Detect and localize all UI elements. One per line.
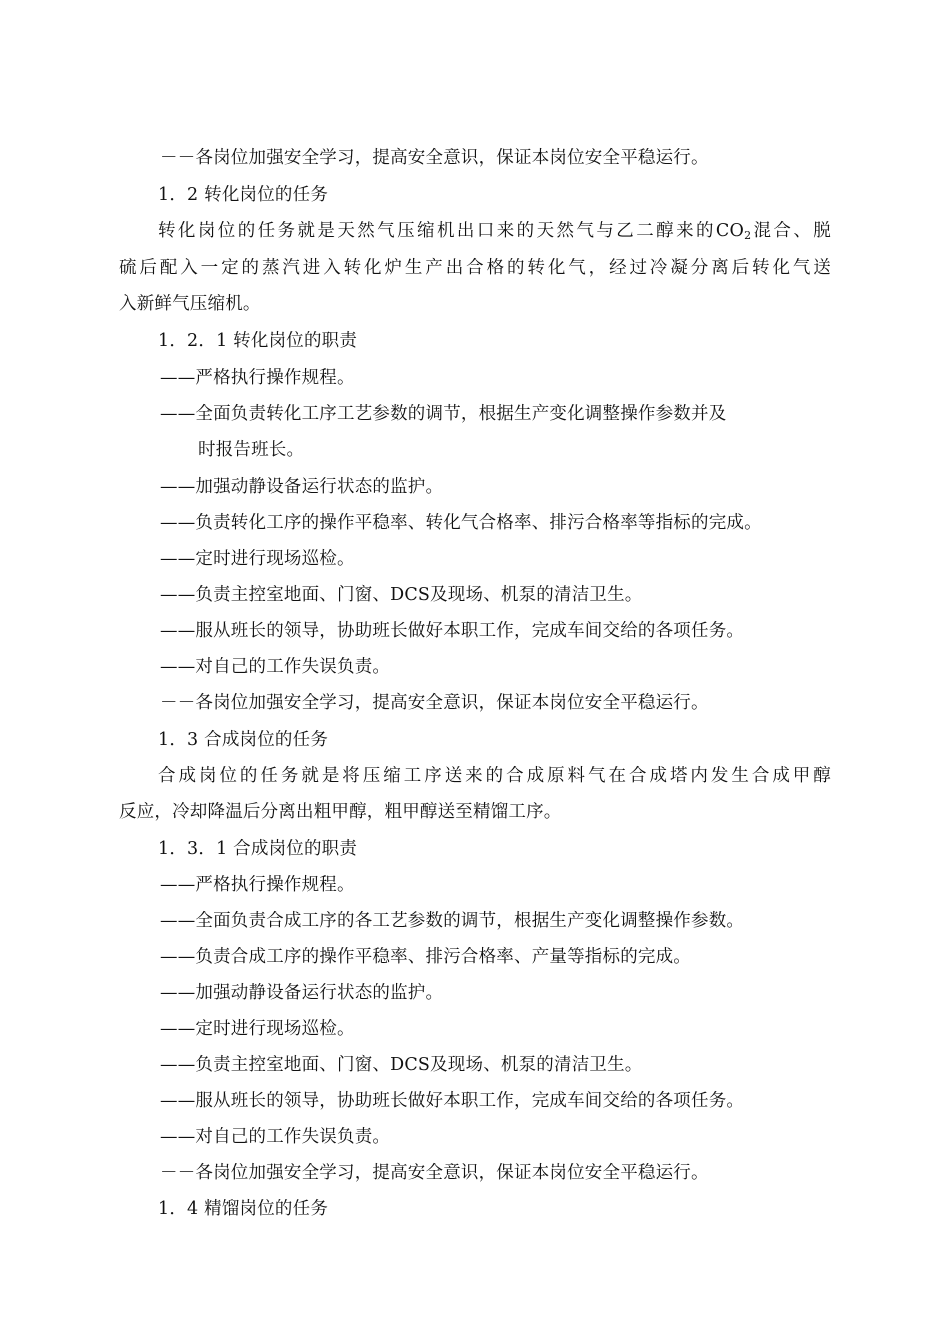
duty-item: ——严格执行操作规程。 [160, 368, 355, 388]
duty-item: ——负责主控室地面、门窗、DCS及现场、机泵的清洁卫生。 [160, 585, 643, 605]
safety-note-line: －－各岗位加强安全学习，提高安全意识，保证本岗位安全平稳运行。 [160, 148, 709, 168]
paragraph-line: 合成岗位的任务就是将压缩工序送来的合成原料气在合成塔内发生合成甲醇 [158, 766, 831, 786]
duty-item: ——服从班长的领导，协助班长做好本职工作，完成车间交给的各项任务。 [160, 621, 745, 641]
duty-item: ——加强动静设备运行状态的监护。 [160, 983, 444, 1003]
duty-item: ——定时进行现场巡检。 [160, 549, 355, 569]
subsection-heading-1-2-1: 1．2．1 转化岗位的职责 [158, 331, 358, 351]
duty-item: ——全面负责转化工序工艺参数的调节，根据生产变化调整操作参数并及 [160, 404, 727, 424]
safety-note-line: －－各岗位加强安全学习，提高安全意识，保证本岗位安全平稳运行。 [160, 693, 709, 713]
duty-item: ——定时进行现场巡检。 [160, 1019, 355, 1039]
paragraph-line: 入新鲜气压缩机。 [119, 294, 261, 314]
paragraph-text: 转化岗位的任务就是天然气压缩机出口来的天然气与乙二醇来的CO [158, 221, 745, 241]
duty-item: ——服从班长的领导，协助班长做好本职工作，完成车间交给的各项任务。 [160, 1091, 745, 1111]
duty-item: ——负责主控室地面、门窗、DCS及现场、机泵的清洁卫生。 [160, 1055, 643, 1075]
section-heading-1-2: 1．2 转化岗位的任务 [158, 185, 329, 205]
duty-item: ——负责转化工序的操作平稳率、转化气合格率、排污合格率等指标的完成。 [160, 513, 762, 533]
subsection-heading-1-3-1: 1．3．1 合成岗位的职责 [158, 839, 358, 859]
section-heading-1-3: 1．3 合成岗位的任务 [158, 730, 329, 750]
safety-note-line: －－各岗位加强安全学习，提高安全意识，保证本岗位安全平稳运行。 [160, 1163, 709, 1183]
duty-item-continuation: 时报告班长。 [198, 440, 305, 460]
subscript-text: 2 [744, 229, 752, 242]
paragraph-line: 硫后配入一定的蒸汽进入转化炉生产出合格的转化气，经过冷凝分离后转化气送 [119, 258, 831, 278]
duty-item: ——加强动静设备运行状态的监护。 [160, 477, 444, 497]
paragraph-line: 反应，冷却降温后分离出粗甲醇，粗甲醇送至精馏工序。 [119, 802, 562, 822]
paragraph-text: 混合、脱 [751, 221, 831, 241]
section-heading-1-4: 1．4 精馏岗位的任务 [158, 1199, 329, 1219]
duty-item: ——全面负责合成工序的各工艺参数的调节，根据生产变化调整操作参数。 [160, 911, 745, 931]
duty-item: ——对自己的工作失误负责。 [160, 657, 391, 677]
duty-item: ——负责合成工序的操作平稳率、排污合格率、产量等指标的完成。 [160, 947, 691, 967]
duty-item: ——严格执行操作规程。 [160, 875, 355, 895]
paragraph-line [158, 219, 831, 243]
duty-item: ——对自己的工作失误负责。 [160, 1127, 391, 1147]
